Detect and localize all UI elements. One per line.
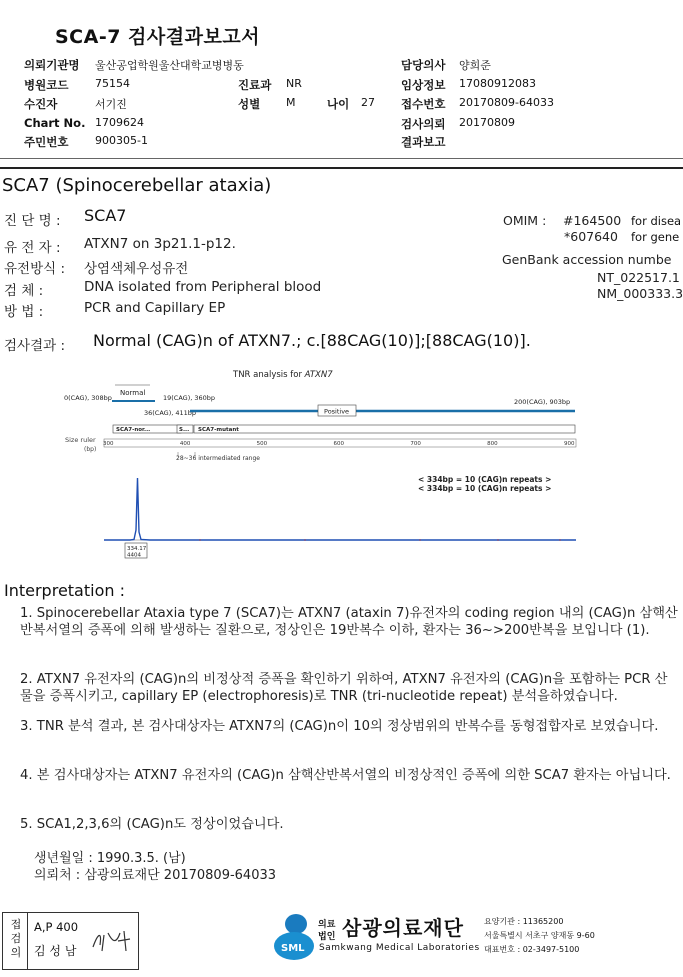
age-label: 나이 [327,97,350,111]
patient-name-label: 수진자 [24,97,58,111]
size-ruler-label: Size ruler [65,436,96,444]
resident-number-value: 900305-1 [95,134,148,147]
omim-label: OMIM : [503,213,547,228]
genbank-label: GenBank accession numbe [502,252,672,267]
method-value: PCR and Capillary EP [84,300,226,316]
sca7-mutant-label: SCA7-mutant [198,427,239,433]
resident-number-label: 주민번호 [24,135,69,149]
ruler-tick-label: 500 [256,441,268,447]
request-date-value: 20170809 [459,116,515,129]
omim-gene-note: for gene [631,230,680,244]
repeat-annotation-1: < 334bp = 10 (CAG)n repeats > [418,475,552,484]
omim-disease-id: #164500 [563,213,622,228]
genbank-accession-1: NT_022517.1 [597,270,680,285]
org-prefix-1: 의료 [318,920,336,930]
sca7-short-label: S... [179,427,190,433]
interpretation-item-4: 4. 본 검사대상자는 ATXN7 유전자의 (CAG)n 삼핵산반복서열의 비정상적인 증폭에 의한 SCA7 환자는 아닙니다. [20,768,671,783]
interpretation-item-1: 1. Spinocerebellar Ataxia type 7 (SCA7)는 ATXN7 (ataxin 7)유전자의 coding region 내의 (CAG)n 삼핵산 반복서열의 증폭에 의해 발생하는 질환으로, 정상인은 19반복수 이하, 환자는 36~>200반복을 보입니다 (1). [20,606,678,638]
report-date-label: 결과보고 [401,135,446,149]
patient-name-value: 서기진 [95,98,127,111]
clinical-info-label: 임상정보 [401,78,446,92]
cag0-label: 0(CAG), 308bp [64,394,112,402]
positive-label: Positive [324,407,350,416]
ruler-tick-label: 400 [179,441,191,447]
figure-title: TNR analysis for ATXN7 [233,370,333,380]
result-value: Normal (CAG)n of ATXN7.; c.[88CAG(10)];[88CAG(10)]. [93,331,531,350]
specimen-label: 검 체 : [4,283,44,299]
diagnosis-label: 진 단 명 : [4,213,61,229]
physician-label: 담당의사 [401,58,446,72]
sca7-normal-label: SCA7-nor... [116,427,151,433]
hospital-code-label: 병원코드 [24,78,69,92]
interpretation-item-3: 3. TNR 분석 결과, 본 검사대상자는 ATXN7의 (CAG)n이 10의 정상범위의 반복수를 동형접합자로 보였습니다. [20,719,659,734]
bp-label: (bp) [84,446,97,453]
interpretation-title: Interpretation : [4,581,125,600]
logo-text: SML [281,943,305,954]
org-english-name: Samkwang Medical Laboratories [319,943,480,953]
referring-institution-label: 의뢰기관명 [24,58,80,72]
cag36-label: 36(CAG), 411bp [144,409,197,417]
stamp-label: 접검의 [10,918,22,959]
omim-gene-id: *607640 [564,229,618,244]
clinical-info-value: 17080912083 [459,77,536,90]
omim-disease-note: for disea [631,214,682,228]
department-label: 진료과 [238,78,272,92]
org-name: 삼광의료재단 [342,916,464,940]
referral-info: 의뢰처 : 삼광의료재단 20170809-64033 [34,868,277,883]
contact-code: 요양기관 : 11365200 [484,917,564,926]
intermediate-range-label: 28~36 intermediated range [176,455,260,462]
ruler-tick-label: 700 [410,441,421,447]
sml-logo-icon [272,912,316,962]
peak-size-label: 334.17 [127,546,147,552]
request-date-label: 검사의뢰 [401,117,446,131]
physician-value: 양희준 [459,59,491,72]
chart-no-label: Chart No. [24,116,86,130]
normal-label: Normal [120,389,146,397]
signer-name: 김 성 남 [34,944,77,958]
method-label: 방 법 : [4,304,44,320]
hospital-code-value: 75154 [95,77,130,90]
contact-address: 서울특별시 서초구 양재동 9-60 [484,931,595,940]
sex-value: M [286,96,296,109]
referring-institution-value: 울산공업학원울산대학교병병동 [95,59,244,72]
genbank-accession-2: NM_000333.3 [597,286,683,301]
ruler-tick-label: 300 [103,441,114,447]
sca7-mutant-box [194,425,575,433]
accession-label: 접수번호 [401,97,446,111]
contact-phone: 대표번호 : 02-3497-5100 [484,945,580,954]
report-title: SCA-7 검사결과보고서 [55,26,261,48]
diagnosis-value: SCA7 [84,206,127,225]
inheritance-label: 유전방식 : [4,261,66,277]
repeat-annotation-2: < 334bp = 10 (CAG)n repeats > [418,484,552,493]
chart-no-value: 1709624 [95,116,144,129]
accession-value: 20170809-64033 [459,96,554,109]
gene-value: ATXN7 on 3p21.1-p12. [84,236,236,252]
department-value: NR [286,77,302,90]
result-label: 검사결과 : [4,338,66,354]
peak-height-label: 4404 [127,552,141,559]
cag200-label: 200(CAG), 903bp [514,398,571,406]
sex-label: 성별 [238,97,261,111]
date-of-birth: 생년월일 : 1990.3.5. (남) [34,851,186,866]
gene-label: 유 전 자 : [4,240,61,256]
ruler-tick-label: 900 [564,441,575,447]
header-divider [0,158,683,159]
interpretation-item-2: 2. ATXN7 유전자의 (CAG)n의 비정상적 증폭을 확인하기 위하여, ATXN7 유전자의 (CAG)n을 포함하는 PCR 산물을 증폭시키고, capillary EP (electrophoresis)로 TNR (tri-nucleotide repeat) 분석을하였습니다. [20,672,668,704]
age-value: 27 [361,96,375,109]
ruler-tick-label: 600 [333,441,344,447]
inheritance-value: 상염색체우성유전 [84,261,189,277]
handwritten-signature [90,927,135,955]
analyst-code: A,P 400 [34,920,79,934]
header-divider-bold [0,167,683,169]
ruler-tick-label: 800 [487,441,498,447]
tnr-analysis-figure [0,360,683,570]
interpretation-item-5: 5. SCA1,2,3,6의 (CAG)n도 정상이었습니다. [20,817,284,832]
cag19-label: 19(CAG), 360bp [163,394,216,402]
specimen-value: DNA isolated from Peripheral blood [84,279,322,295]
section-title: SCA7 (Spinocerebellar ataxia) [2,175,272,196]
org-prefix-2: 법인 [318,932,336,942]
